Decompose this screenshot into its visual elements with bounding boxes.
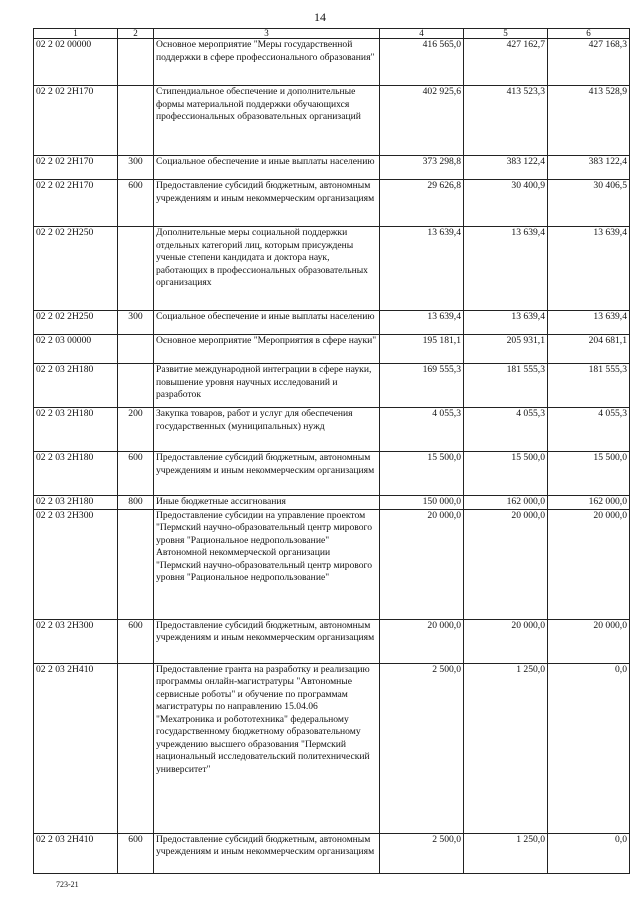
amount-col4: 169 555,3 <box>380 364 464 408</box>
amount-col5: 13 639,4 <box>464 311 548 335</box>
target-article-code: 02 2 02 00000 <box>34 39 118 86</box>
item-name: Развитие международной интеграции в сфере науки, повышение уровня научных исследований и разработок <box>154 364 380 408</box>
column-header: 6 <box>548 29 630 39</box>
amount-col4: 416 565,0 <box>380 39 464 86</box>
amount-col6: 162 000,0 <box>548 496 630 510</box>
target-article-code: 02 2 03 2Н180 <box>34 452 118 496</box>
expense-type-code: 200 <box>118 408 154 452</box>
target-article-code: 02 2 03 2Н180 <box>34 496 118 510</box>
item-name: Предоставление субсидий бюджетным, автономным учреждениям и иным некоммерческим организациям <box>154 619 380 663</box>
amount-col5: 1 250,0 <box>464 833 548 873</box>
amount-col5: 13 639,4 <box>464 227 548 311</box>
item-name: Социальное обеспечение и иные выплаты населению <box>154 311 380 335</box>
item-name: Основное мероприятие "Меры государственной поддержки в сфере профессионального образования" <box>154 39 380 86</box>
table-row <box>34 311 630 335</box>
amount-col6: 413 528,9 <box>548 86 630 156</box>
item-name: Социальное обеспечение и иные выплаты населению <box>154 156 380 180</box>
amount-col4: 195 181,1 <box>380 335 464 364</box>
amount-col6: 20 000,0 <box>548 619 630 663</box>
table-row <box>34 364 630 408</box>
amount-col5: 20 000,0 <box>464 509 548 619</box>
target-article-code: 02 2 02 2Н170 <box>34 180 118 227</box>
amount-col4: 373 298,8 <box>380 156 464 180</box>
target-article-code: 02 2 03 2Н180 <box>34 364 118 408</box>
amount-col4: 15 500,0 <box>380 452 464 496</box>
amount-col6: 4 055,3 <box>548 408 630 452</box>
table-row <box>34 496 630 510</box>
amount-col6: 204 681,1 <box>548 335 630 364</box>
expense-type-code <box>118 335 154 364</box>
amount-col5: 20 000,0 <box>464 619 548 663</box>
expense-type-code <box>118 663 154 833</box>
expense-type-code: 300 <box>118 311 154 335</box>
target-article-code: 02 2 03 00000 <box>34 335 118 364</box>
table-row <box>34 180 630 227</box>
item-name: Закупка товаров, работ и услуг для обеспечения государственных (муниципальных) нужд <box>154 408 380 452</box>
amount-col4: 4 055,3 <box>380 408 464 452</box>
amount-col6: 0,0 <box>548 833 630 873</box>
amount-col4: 13 639,4 <box>380 311 464 335</box>
table-row <box>34 335 630 364</box>
amount-col5: 30 400,9 <box>464 180 548 227</box>
target-article-code: 02 2 03 2Н300 <box>34 509 118 619</box>
table-row <box>34 227 630 311</box>
expense-type-code: 600 <box>118 619 154 663</box>
amount-col5: 4 055,3 <box>464 408 548 452</box>
amount-col6: 383 122,4 <box>548 156 630 180</box>
column-header: 5 <box>464 29 548 39</box>
expense-type-code: 800 <box>118 496 154 510</box>
item-name: Дополнительные меры социальной поддержки отдельных категорий лиц, которым присуждены ученые степени кандидата и доктора наук, работающих в профессиональных образовательных организациях <box>154 227 380 311</box>
table-row <box>34 833 630 873</box>
amount-col5: 162 000,0 <box>464 496 548 510</box>
amount-col6: 13 639,4 <box>548 227 630 311</box>
table-row <box>34 619 630 663</box>
target-article-code: 02 2 02 2Н250 <box>34 311 118 335</box>
target-article-code: 02 2 03 2Н410 <box>34 663 118 833</box>
document-code: 723-21 <box>56 880 79 889</box>
amount-col4: 2 500,0 <box>380 663 464 833</box>
amount-col6: 427 168,3 <box>548 39 630 86</box>
amount-col5: 427 162,7 <box>464 39 548 86</box>
amount-col5: 15 500,0 <box>464 452 548 496</box>
item-name: Предоставление гранта на разработку и реализацию программы онлайн-магистратуры "Автономные сервисные роботы" и обучение по программам магистратуры по направлению 15.04.06 "Мехатроника и робототехника" федеральному государственному бюджетному образовательному учреждению высшего образования "Пермский национальный исследовательский политехнический университет" <box>154 663 380 833</box>
table-row <box>34 663 630 833</box>
target-article-code: 02 2 03 2Н180 <box>34 408 118 452</box>
amount-col5: 383 122,4 <box>464 156 548 180</box>
amount-col6: 30 406,5 <box>548 180 630 227</box>
expense-type-code: 600 <box>118 180 154 227</box>
column-header: 2 <box>118 29 154 39</box>
amount-col5: 1 250,0 <box>464 663 548 833</box>
amount-col4: 20 000,0 <box>380 509 464 619</box>
amount-col5: 413 523,3 <box>464 86 548 156</box>
amount-col5: 205 931,1 <box>464 335 548 364</box>
item-name: Предоставление субсидий бюджетным, автономным учреждениям и иным некоммерческим организациям <box>154 180 380 227</box>
item-name: Предоставление субсидий бюджетным, автономным учреждениям и иным некоммерческим организациям <box>154 452 380 496</box>
item-name: Иные бюджетные ассигнования <box>154 496 380 510</box>
expense-type-code: 600 <box>118 452 154 496</box>
amount-col5: 181 555,3 <box>464 364 548 408</box>
target-article-code: 02 2 03 2Н410 <box>34 833 118 873</box>
header-row <box>34 29 630 39</box>
amount-col4: 402 925,6 <box>380 86 464 156</box>
item-name: Предоставление субсидий бюджетным, автономным учреждениям и иным некоммерческим организациям <box>154 833 380 873</box>
table-row <box>34 408 630 452</box>
item-name: Стипендиальное обеспечение и дополнительные формы материальной поддержки обучающихся профессиональных образовательных организаций <box>154 86 380 156</box>
target-article-code: 02 2 02 2Н170 <box>34 86 118 156</box>
item-name: Предоставление субсидии на управление проектом "Пермский научно-образовательный центр мирового уровня "Рациональное недропользование" Автономной некоммерческой организации "Пермский научно-образовательный центр мирового уровня "Рациональное недропользование" <box>154 509 380 619</box>
amount-col4: 150 000,0 <box>380 496 464 510</box>
amount-col6: 15 500,0 <box>548 452 630 496</box>
column-header: 3 <box>154 29 380 39</box>
target-article-code: 02 2 02 2Н250 <box>34 227 118 311</box>
expense-type-code: 300 <box>118 156 154 180</box>
item-name: Основное мероприятие "Мероприятия в сфере науки" <box>154 335 380 364</box>
amount-col4: 13 639,4 <box>380 227 464 311</box>
expense-type-code <box>118 39 154 86</box>
amount-col6: 0,0 <box>548 663 630 833</box>
table-row <box>34 509 630 619</box>
table-row <box>34 39 630 86</box>
expense-type-code <box>118 364 154 408</box>
amount-col6: 181 555,3 <box>548 364 630 408</box>
expense-type-code: 600 <box>118 833 154 873</box>
target-article-code: 02 2 02 2Н170 <box>34 156 118 180</box>
amount-col6: 20 000,0 <box>548 509 630 619</box>
table-row <box>34 86 630 156</box>
column-header: 1 <box>34 29 118 39</box>
amount-col6: 13 639,4 <box>548 311 630 335</box>
expense-type-code <box>118 86 154 156</box>
expense-type-code <box>118 509 154 619</box>
target-article-code: 02 2 03 2Н300 <box>34 619 118 663</box>
expense-type-code <box>118 227 154 311</box>
amount-col4: 29 626,8 <box>380 180 464 227</box>
table-row <box>34 156 630 180</box>
column-header: 4 <box>380 29 464 39</box>
page-number: 14 <box>314 10 326 24</box>
table-row <box>34 452 630 496</box>
budget-table <box>33 28 630 874</box>
amount-col4: 2 500,0 <box>380 833 464 873</box>
amount-col4: 20 000,0 <box>380 619 464 663</box>
